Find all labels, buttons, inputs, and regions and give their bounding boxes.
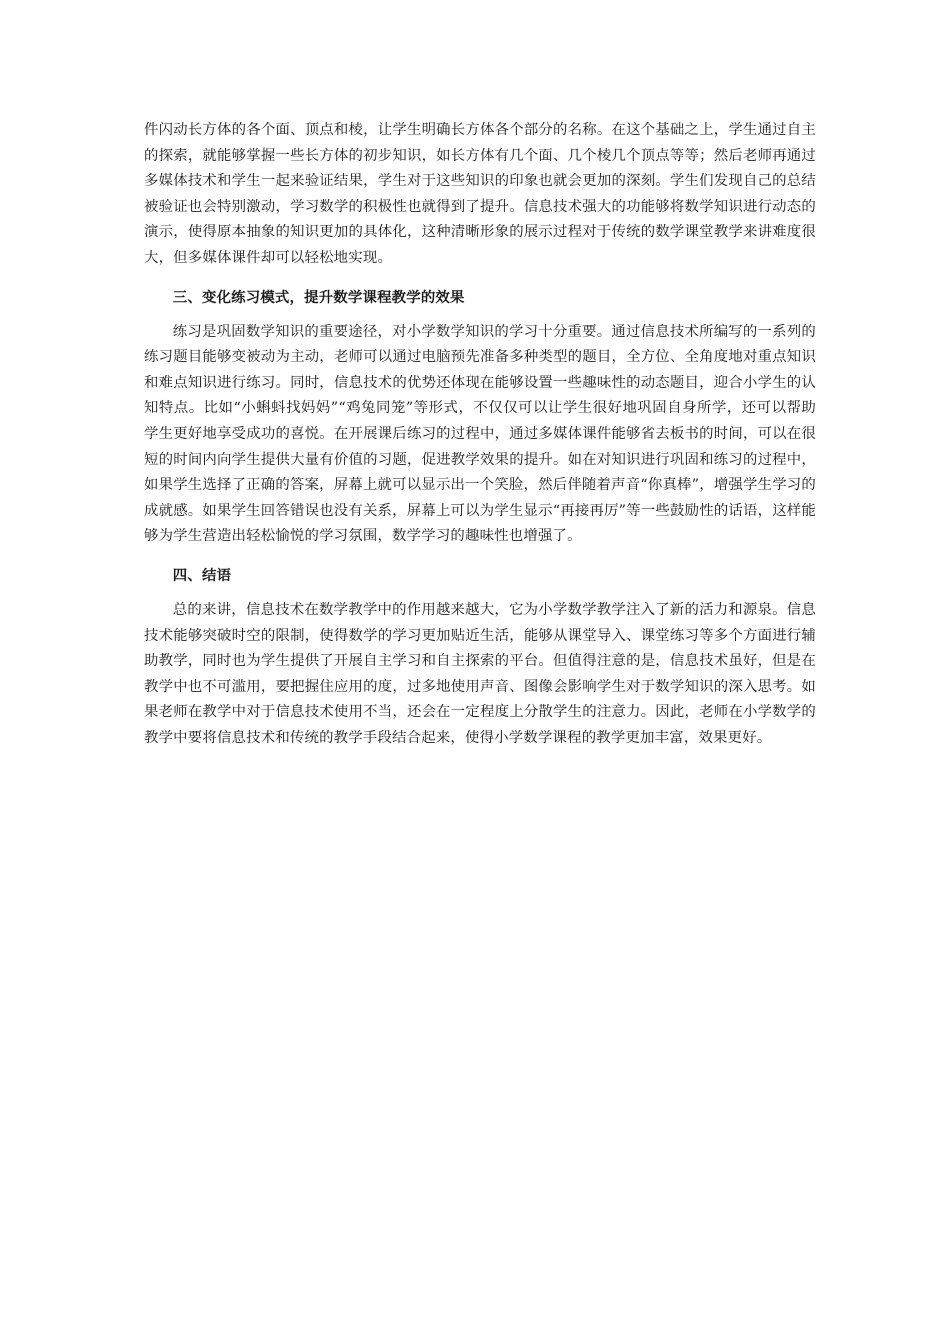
document-page: [144, 118, 816, 751]
section-gap: [144, 272, 816, 276]
section-heading-4: 四、结语: [172, 567, 232, 584]
section-heading-3: 三、变化练习模式，提升数学课程教学的效果: [172, 289, 465, 306]
section-gap: [144, 550, 816, 554]
paragraph-section-4: 总的来讲，信息技术在数学教学中的作用越来越大，它为小学数学教学注入了新的活力和源泉。信息技术能够突破时空的限制，使得数学的学习更加贴近生活，能够从课堂导入、课堂练习等多个方面进行辅助教学，同时也为学生提供了开展自主学习和自主探索的平台。但值得注意的是，信息技术虽好，但是在教学中也不可滥用，要把握住应用的度，过多地使用声音、图像会影响学生对于数学知识的深入思考。如果老师在教学中对于信息技术使用不当，还会在一定程度上分散学生的注意力。因此，老师在小学数学的教学中要将信息技术和传统的教学手段结合起来，使得小学数学课程的教学更加丰富，效果更好。: [144, 601, 816, 746]
paragraph-intro: 件闪动长方体的各个面、顶点和棱，让学生明确长方体各个部分的名称。在这个基础之上，学生通过自主的探索，就能够掌握一些长方体的初步知识，如长方体有几个面、几个棱几个顶点等等；然后老师再通过多媒体技术和学生一起来验证结果，学生对于这些知识的印象也就会更加的深刻。学生们发现自己的总结被验证也会特别激动，学习数学的积极性也就得到了提升。信息技术强大的功能够将数学知识进行动态的演示，使得原本抽象的知识更加的具体化，这种清晰形象的展示过程对于传统的数学课堂教学来讲难度很大，但多媒体课件却可以轻松地实现。: [144, 122, 816, 266]
paragraph-section-3: 练习是巩固数学知识的重要途径，对小学数学知识的学习十分重要。通过信息技术所编写的一系列的练习题目能够变被动为主动，老师可以通过电脑预先准备多种类型的题目，全方位、全角度地对重点知识和难点知识进行练习。同时，信息技术的优势还体现在能够设置一些趣味性的动态题目，迎合小学生的认知特点。比如“小蝌蚪找妈妈”“鸡兔同笼”等形式，不仅仅可以让学生很好地巩固自身所学，还可以帮助学生更好地享受成功的喜悦。在开展课后练习的过程中，通过多媒体课件能够省去板书的时间，可以在很短的时间内向学生提供大量有价值的习题，促进教学效果的提升。如在对知识进行巩固和练习的过程中，如果学生选择了正确的答案，屏幕上就可以显示出一个笑脸，然后伴随着声音“你真棒”，增强学生学习的成就感。如果学生回答错误也没有关系，屏幕上可以为学生显示“再接再厉”等一些鼓励性的话语，这样能够为学生营造出轻松愉悦的学习氛围，数学学习的趣味性也增强了。: [144, 323, 816, 545]
